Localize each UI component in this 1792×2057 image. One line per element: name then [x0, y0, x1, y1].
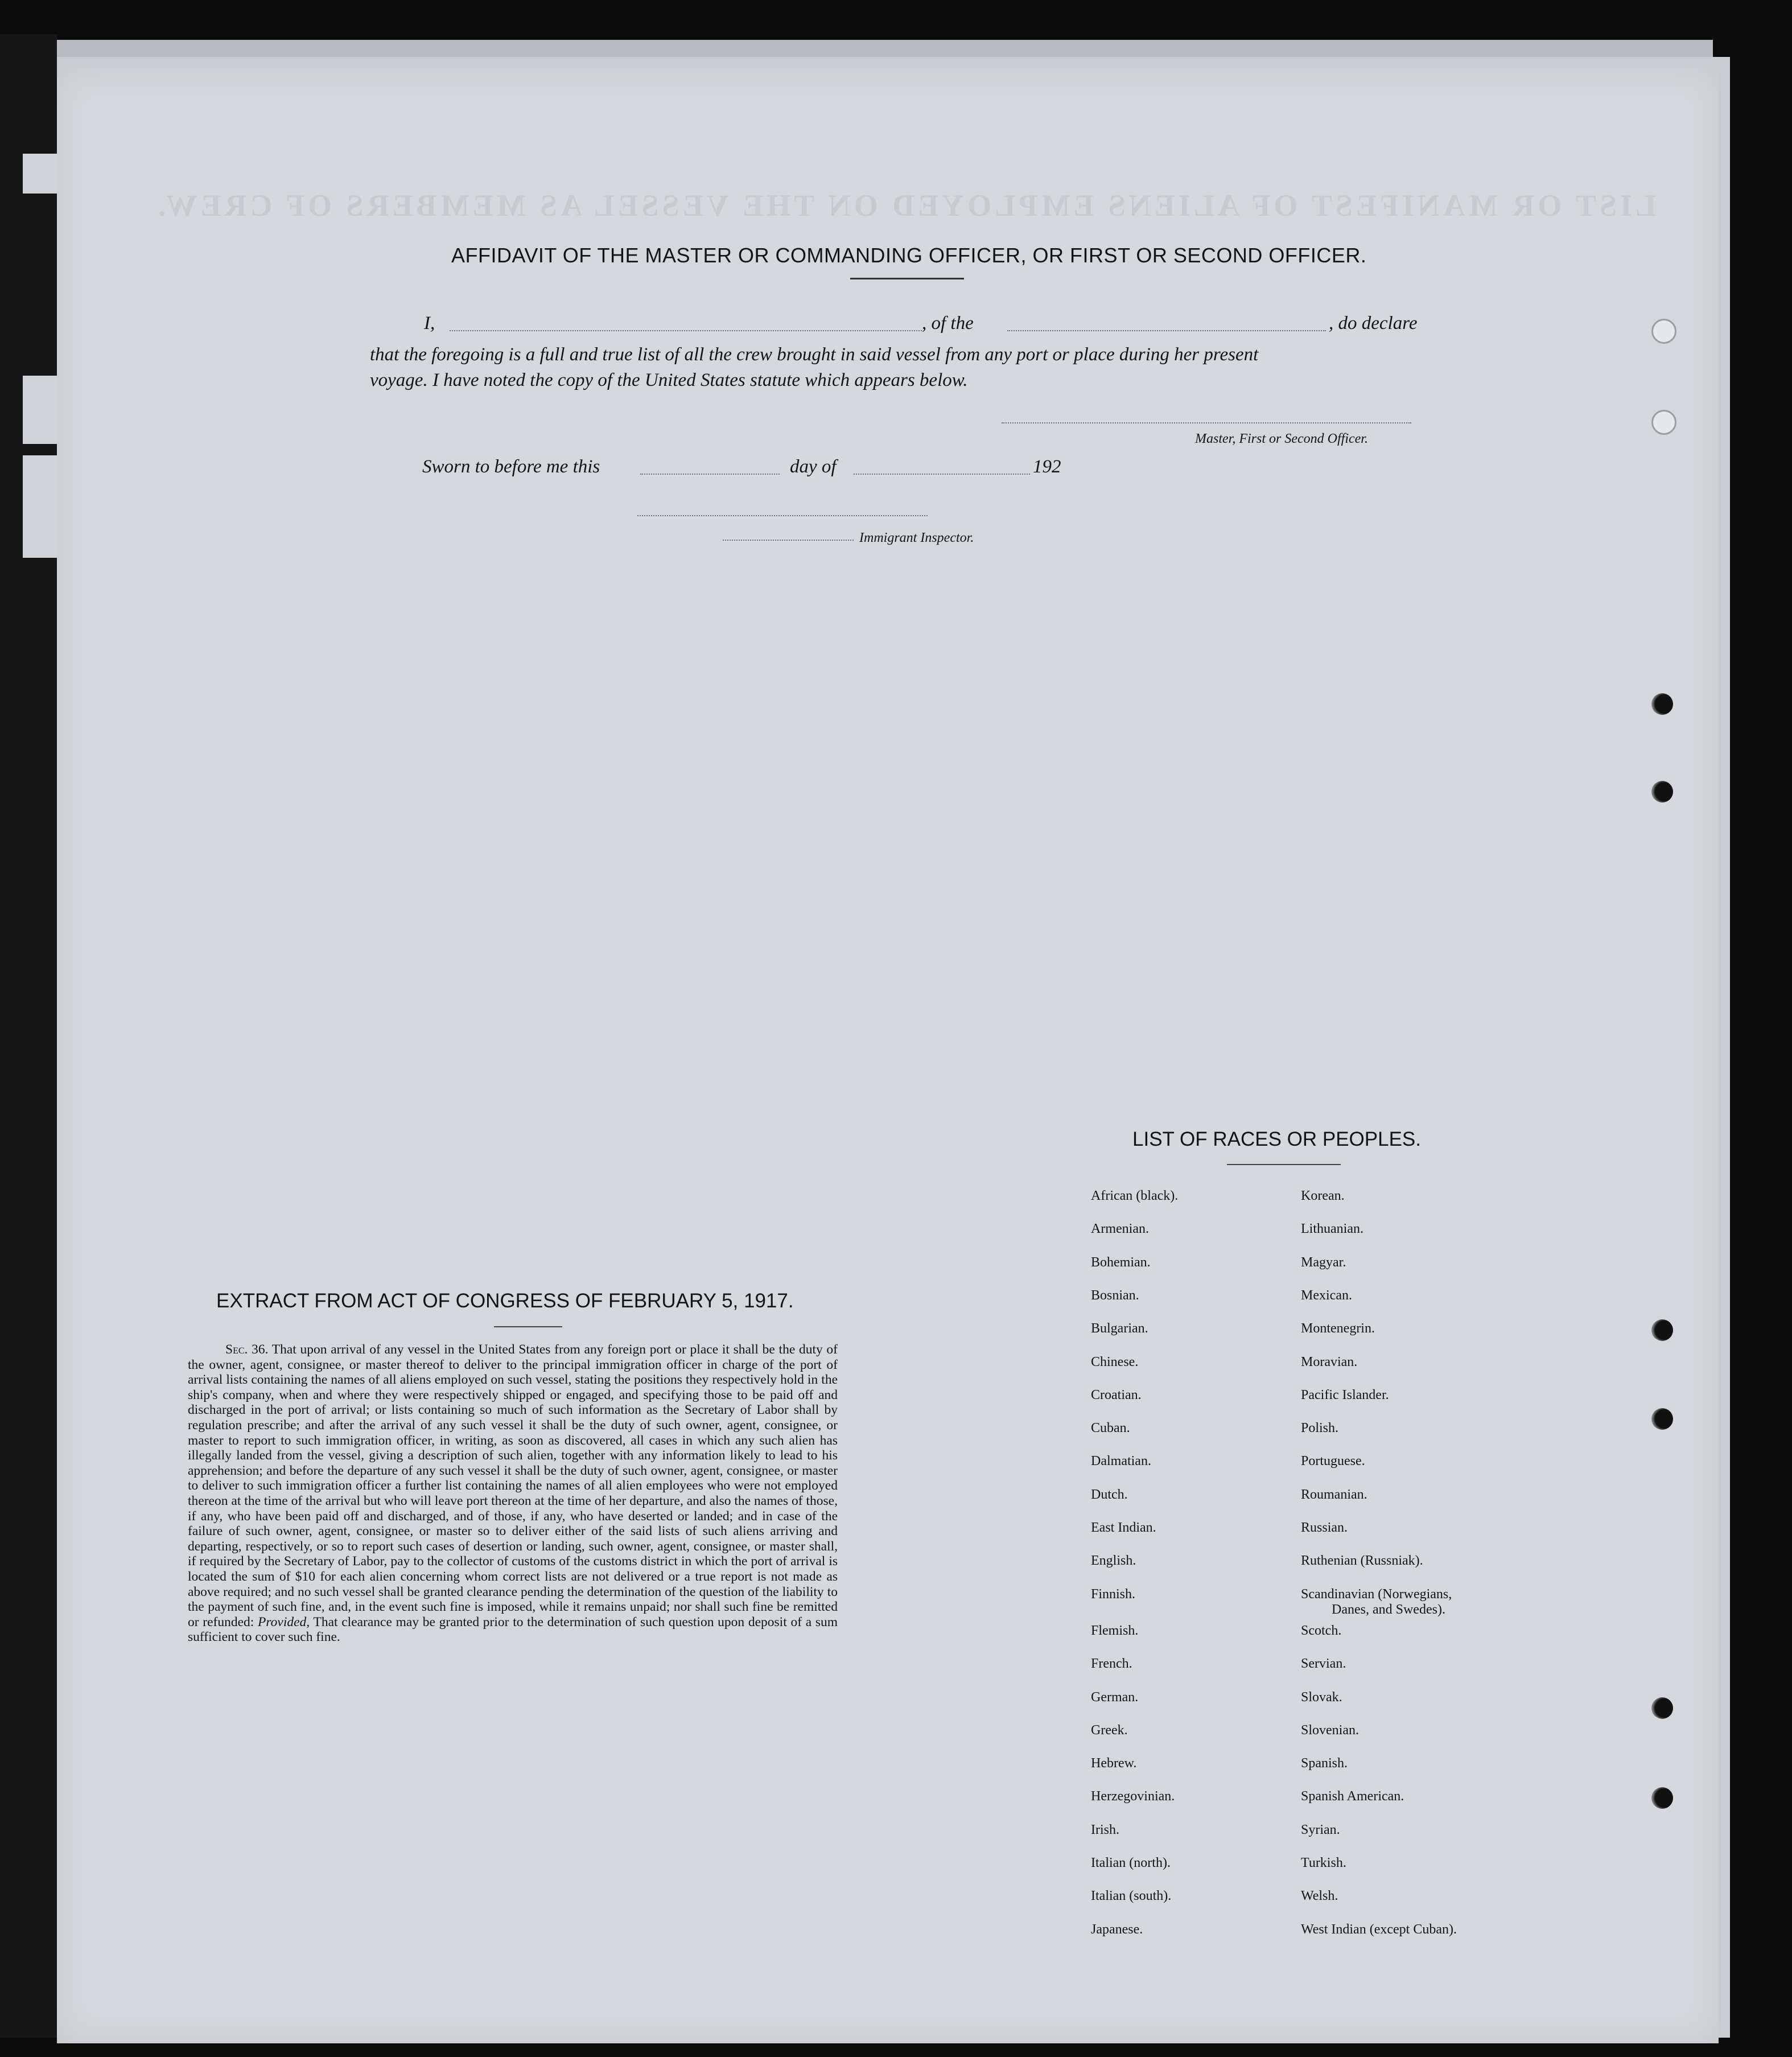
race-item: Mexican.: [1301, 1287, 1352, 1303]
master-caption: Master, First or Second Officer.: [1195, 431, 1368, 446]
binder-hole: [1651, 319, 1676, 344]
race-item: Finnish.: [1091, 1586, 1136, 1602]
race-item: German.: [1091, 1689, 1139, 1705]
race-item: Flemish.: [1091, 1623, 1139, 1638]
section-label: Sec. 36.: [225, 1342, 269, 1357]
race-item: Portuguese.: [1301, 1454, 1365, 1469]
race-item: Korean.: [1301, 1188, 1345, 1203]
race-item: Lithuanian.: [1301, 1221, 1363, 1237]
race-item: Italian (north).: [1091, 1856, 1171, 1870]
binder-hole: [1651, 781, 1673, 803]
binder-hole: [1651, 1697, 1673, 1719]
race-item: Croatian.: [1091, 1387, 1142, 1402]
race-item: Servian.: [1301, 1656, 1346, 1672]
year-prefix: 192: [1033, 456, 1061, 477]
day-of: day of: [790, 456, 837, 477]
race-item-continuation: Danes, and Swedes).: [1332, 1602, 1445, 1617]
race-item: Ruthenian (Russniak).: [1301, 1553, 1423, 1569]
race-item: Slovak.: [1301, 1689, 1342, 1705]
race-item: Russian.: [1301, 1520, 1348, 1535]
race-item: Syrian.: [1301, 1822, 1340, 1837]
race-item: Montenegrin.: [1301, 1321, 1375, 1336]
affidavit-line-3: voyage. I have noted the copy of the United States statute which appears below.: [370, 370, 968, 390]
race-item: Greek.: [1091, 1722, 1128, 1738]
left-page-fragment: [23, 455, 57, 558]
race-item: Scandinavian (Norwegians,: [1301, 1586, 1452, 1602]
race-item: Moravian.: [1301, 1354, 1358, 1369]
bleed-through-text: LIST OR MANIFEST OF ALIENS EMPLOYED ON THE VESSEL AS MEMBERS OF CREW.: [154, 188, 1656, 223]
affidavit-of-the: , of the: [922, 313, 974, 334]
race-item: English.: [1091, 1553, 1136, 1569]
race-item: Bohemian.: [1091, 1254, 1151, 1270]
races-underline: [1227, 1164, 1341, 1165]
title-underline: [850, 278, 964, 279]
binder-hole: [1651, 1319, 1673, 1341]
binder-hole: [1651, 1787, 1673, 1809]
race-item: Spanish American.: [1301, 1789, 1404, 1804]
race-item: Bulgarian.: [1091, 1321, 1148, 1336]
race-item: Chinese.: [1091, 1354, 1139, 1369]
extract-underline: [494, 1326, 562, 1327]
race-item: Scotch.: [1301, 1623, 1342, 1638]
race-item: Welsh.: [1301, 1889, 1338, 1904]
left-page-fragment: [23, 154, 57, 194]
race-item: Spanish.: [1301, 1756, 1348, 1771]
race-item: French.: [1091, 1656, 1132, 1672]
race-item: East Indian.: [1091, 1520, 1156, 1535]
left-page-fragment: [23, 376, 57, 444]
race-item: Dutch.: [1091, 1487, 1128, 1502]
race-item: Dalmatian.: [1091, 1454, 1151, 1469]
left-binding-strip: [0, 34, 57, 2038]
section-tail: That clearance may be granted prior to the determination of such question upon deposit of a sum sufficient to cover such fine.: [188, 1614, 838, 1645]
race-item: Slovenian.: [1301, 1722, 1359, 1738]
race-item: West Indian (except Cuban).: [1301, 1922, 1457, 1937]
binder-hole: [1651, 410, 1676, 435]
sworn-month-blank[interactable]: [854, 474, 1030, 475]
provided-word: Provided,: [258, 1614, 310, 1630]
section-text: That upon arrival of any vessel in the United States from any foreign port or place it shall be the duty of the owner, agent, consignee, or master thereof to deliver to the principal immigration officer in charge of the port of arrival lists containing the names of all aliens employed on such vessel, stating the positions they respectively hold in the ship's company, when and where they were respectively shipped or engaged, and specifying those to be paid off and discharged in the port of arrival; or lists containing so much of such information as the Secretary of Labor shall by regulation prescribe; and after the arrival of any such vessel it shall be the duty of such owner, agent, consignee, or master to report to such immigration officer, in writing, as soon as discovered, all cases in which any such alien has illegally landed from the vessel, giving a description of such alien, together with any information likely to lead to his apprehension; and before the departure of any such vessel it shall be the duty of such owner, agent, consignee, or master to deliver to such immigration officer a further list containing the names of all alien employees who were not employed thereon at the time of the arrival but who will leave port thereon at the time of her departure, and also the names of those, if any, who have been paid off and discharged, and of those, if any, who have deserted or landed; and in case of the failure of such owner, agent, consignee, or master so to deliver either of the said lists of such aliens arriving and departing, respectively, or so to report such cases of desertion or landing, such owner, agent, consignee, or master shall, if required by the Secretary of Labor, pay to the collector of customs of the customs district in which the port of arrival is located the sum of $10 for each alien concerning whom correct lists are not delivered or a true report is not made as above required; and no such vessel shall be granted clearance pending the determination of the question of the liability to the payment of such fine, and, in the event such fine is imposed, while it remains unpaid; nor shall such fine be remitted or refunded:: [188, 1342, 838, 1630]
affidavit-line-2: that the foregoing is a full and true list of all the crew brought in said vessel from any port or place during her present: [370, 344, 1259, 365]
race-item: Polish.: [1301, 1421, 1339, 1436]
race-item: Turkish.: [1301, 1856, 1346, 1870]
race-item: Herzegovinian.: [1091, 1789, 1175, 1804]
race-item: African (black).: [1091, 1188, 1179, 1203]
affidavit-title: AFFIDAVIT OF THE MASTER OR COMMANDING OFFICER, OR FIRST OR SECOND OFFICER.: [451, 244, 1367, 267]
race-item: Roumanian.: [1301, 1487, 1367, 1502]
affidavit-declare: , do declare: [1329, 313, 1418, 334]
vessel-blank[interactable]: [1007, 330, 1326, 331]
inspector-signature-line[interactable]: [723, 540, 854, 541]
inspector-caption: Immigrant Inspector.: [859, 530, 974, 545]
race-item: Italian (south).: [1091, 1889, 1172, 1904]
extract-body: [188, 1342, 838, 1645]
binder-hole: [1651, 1408, 1673, 1430]
race-item: Hebrew.: [1091, 1756, 1137, 1771]
binder-hole: [1651, 693, 1673, 715]
race-item: Japanese.: [1091, 1922, 1143, 1937]
race-item: Bosnian.: [1091, 1287, 1139, 1303]
race-item: Magyar.: [1301, 1254, 1346, 1270]
affidavit-i: I,: [424, 313, 435, 334]
race-item: Cuban.: [1091, 1421, 1130, 1436]
extract-title: EXTRACT FROM ACT OF CONGRESS OF FEBRUARY 5, 1917.: [216, 1290, 794, 1312]
races-title: LIST OF RACES OR PEOPLES.: [1132, 1128, 1422, 1150]
master-signature-line[interactable]: [1002, 422, 1411, 423]
race-item: Armenian.: [1091, 1221, 1149, 1237]
sworn-day-blank[interactable]: [640, 474, 780, 475]
sworn-text: Sworn to before me this: [422, 456, 600, 477]
inspector-line-upper[interactable]: [637, 515, 928, 516]
race-item: Irish.: [1091, 1822, 1119, 1837]
name-blank[interactable]: [450, 330, 922, 331]
race-item: Pacific Islander.: [1301, 1387, 1389, 1402]
